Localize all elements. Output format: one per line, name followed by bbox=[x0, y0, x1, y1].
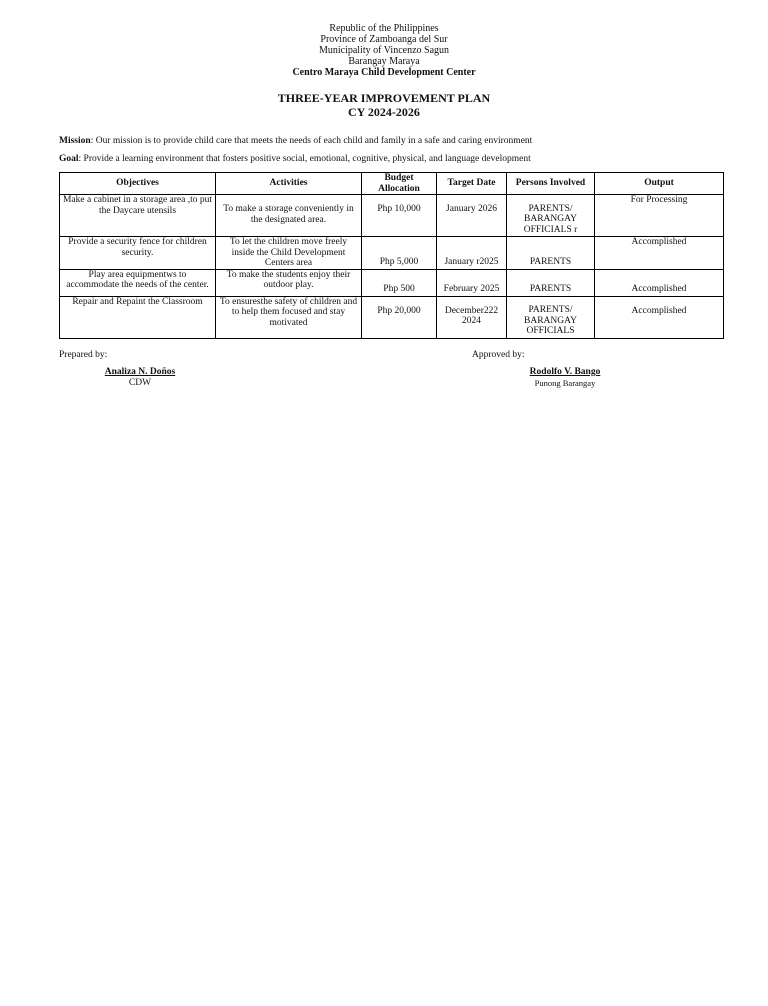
cell-target-date: December222 2024 bbox=[437, 296, 507, 338]
cell-output: Accomplished bbox=[595, 269, 724, 296]
cell-activity: To make a storage conveniently in the designated area. bbox=[216, 195, 362, 237]
mission-text: : Our mission is to provide child care that meets the needs of each child and family in a safe and caring environment bbox=[90, 136, 533, 146]
prepared-by-label: Prepared by: bbox=[59, 350, 108, 360]
table-row bbox=[60, 237, 724, 270]
table-row bbox=[60, 269, 724, 296]
cell-budget: Php 5,000 bbox=[362, 237, 437, 270]
column-header-activities: Activities bbox=[216, 173, 362, 195]
cell-output: Accomplished bbox=[595, 296, 724, 338]
cell-activity: To let the children move freely inside the Child Development Centers area bbox=[216, 237, 362, 270]
table-row bbox=[60, 195, 724, 237]
cell-target-date: January r2025 bbox=[437, 237, 507, 270]
plan-title: THREE-YEAR IMPROVEMENT PLAN bbox=[277, 91, 491, 105]
plan-subtitle: CY 2024-2026 bbox=[348, 105, 420, 119]
cell-output: For Processing bbox=[595, 195, 724, 237]
center-name: Centro Maraya Child Development Center bbox=[292, 67, 476, 78]
cell-budget: Php 10,000 bbox=[362, 195, 437, 237]
improvement-plan-table bbox=[59, 172, 724, 339]
cell-activity: To make the students enjoy their outdoor play. bbox=[216, 269, 362, 296]
cell-persons: PARENTS/ BARANGAY OFFICIALS r bbox=[507, 195, 595, 237]
cell-persons: PARENTS/ BARANGAY OFFICIALS bbox=[507, 296, 595, 338]
cell-budget: Php 500 bbox=[362, 269, 437, 296]
approver-role: Punong Barangay bbox=[534, 378, 596, 388]
goal-text: : Provide a learning environment that fosters positive social, emotional, cognitive, physical, and language development bbox=[78, 154, 531, 164]
cell-target-date: February 2025 bbox=[437, 269, 507, 296]
cell-objective: Repair and Repaint the Classroom bbox=[60, 296, 216, 338]
table-header-row bbox=[60, 173, 724, 195]
goal-statement bbox=[59, 154, 531, 165]
approved-by-label: Approved by: bbox=[472, 350, 525, 360]
cell-persons: PARENTS bbox=[507, 237, 595, 270]
header-line-2: Province of Zamboanga del Sur bbox=[320, 34, 448, 45]
goal-label: Goal bbox=[59, 154, 79, 164]
header-line-1: Republic of the Philippines bbox=[329, 23, 439, 34]
cell-objective: Make a cabinet in a storage area ,to put the Daycare utensils bbox=[60, 195, 216, 237]
plan-title-block bbox=[0, 91, 768, 119]
approver-name: Rodolfo V. Bango bbox=[529, 367, 601, 377]
column-header-output: Output bbox=[595, 173, 724, 195]
column-header-target-date: Target Date bbox=[437, 173, 507, 195]
preparer-role: CDW bbox=[128, 378, 152, 388]
column-header-persons: Persons Involved bbox=[507, 173, 595, 195]
approved-by-signature bbox=[515, 367, 615, 389]
letterhead bbox=[0, 23, 768, 78]
prepared-by-signature bbox=[90, 367, 190, 389]
column-header-objectives: Objectives bbox=[60, 173, 216, 195]
cell-activity: To ensuresthe safety of children and to help them focused and stay motivated bbox=[216, 296, 362, 338]
mission-statement bbox=[59, 136, 532, 147]
preparer-name: Analiza N. Doños bbox=[104, 367, 176, 377]
cell-persons: PARENTS bbox=[507, 269, 595, 296]
mission-label: Mission bbox=[59, 136, 91, 146]
header-line-3: Municipality of Vincenzo Sagun bbox=[318, 45, 450, 56]
table-row bbox=[60, 296, 724, 338]
cell-target-date: January 2026 bbox=[437, 195, 507, 237]
cell-objective: Provide a security fence for children security. bbox=[60, 237, 216, 270]
header-line-4: Barangay Maraya bbox=[348, 56, 420, 67]
column-header-budget: Budget Allocation bbox=[362, 173, 437, 195]
cell-budget: Php 20,000 bbox=[362, 296, 437, 338]
cell-objective: Play area equipmentws to accommodate the needs of the center. bbox=[60, 269, 216, 296]
cell-output: Accomplished bbox=[595, 237, 724, 270]
